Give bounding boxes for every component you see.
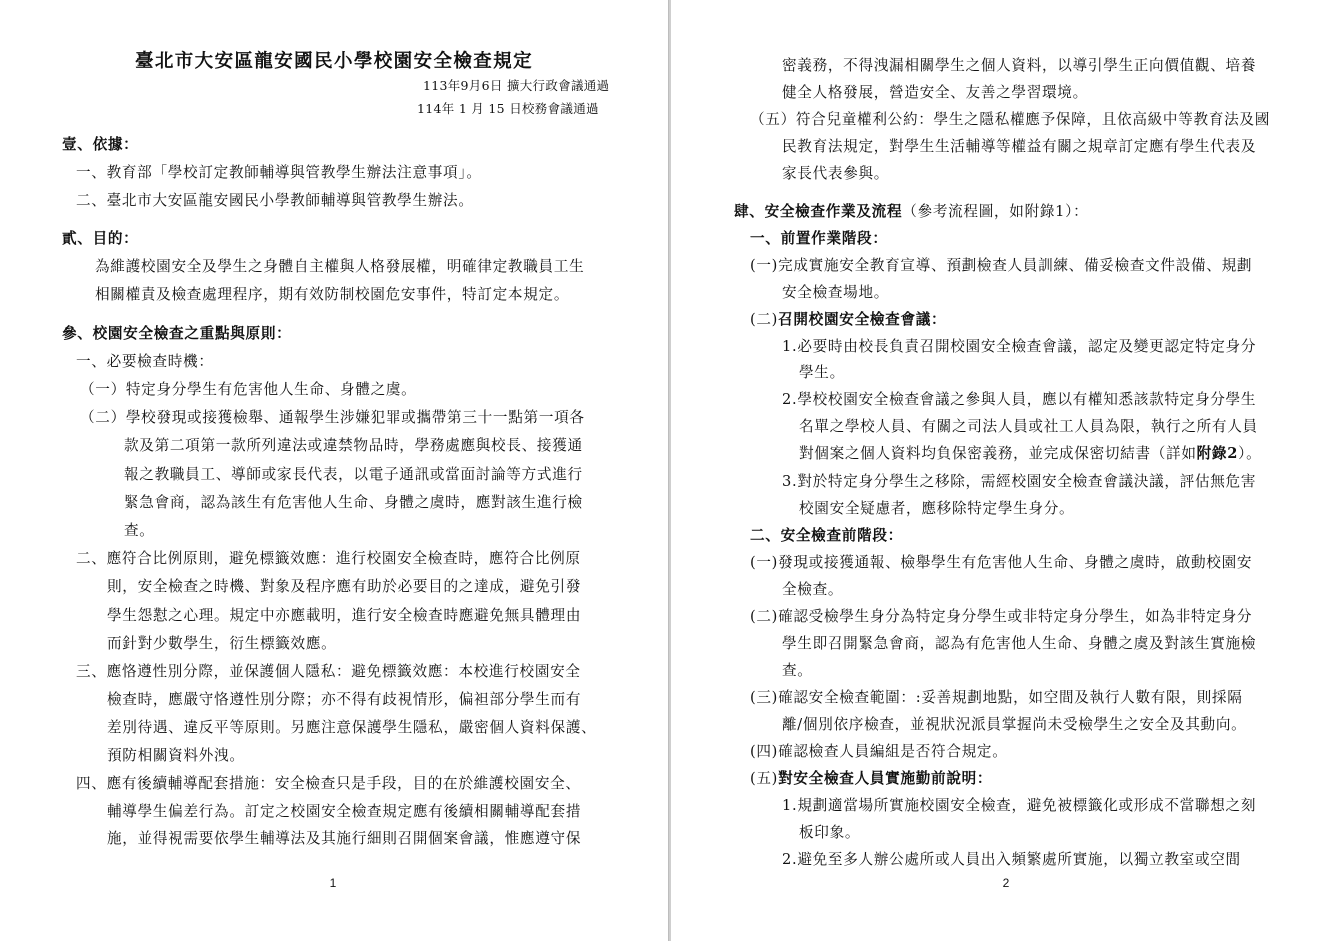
- text-line: 差別待遇、違反平等原則。另應注意保護學生隱私，嚴密個人資料保護、: [107, 719, 597, 736]
- item-heading: 召開校園安全檢查會議：: [778, 311, 947, 328]
- page-number: 2: [1002, 876, 1010, 890]
- subsection-heading: 一、前置作業階段：: [750, 230, 888, 247]
- text-line: 相關權責及檢查處理程序，期有效防制校園危安事件，特訂定本規定。: [95, 286, 570, 303]
- text-run: ）。: [1238, 445, 1262, 462]
- page-2: [671, 0, 1340, 941]
- section-heading: 參、校園安全檢查之重點與原則：: [62, 325, 292, 342]
- section-heading: 壹、依據：: [62, 136, 139, 153]
- text-line: (一)完成實施安全教育宣導、預劃檢查人員訓練、備妥檢查文件設備、規劃: [750, 257, 1253, 274]
- text-line: 施，並得視需要依學生輔導法及其施行細則召開個案會議，惟應遵守保: [107, 830, 582, 847]
- text-line: （五）符合兒童權利公約：學生之隱私權應予保障，且依高級中等教育法及國: [750, 111, 1270, 128]
- text-line: （一）特定身分學生有危害他人生命、身體之虞。: [80, 381, 417, 398]
- text-line: 檢查時，應嚴守恪遵性別分際；亦不得有歧視情形，偏袒部分學生而有: [107, 691, 582, 708]
- text-line: 3.對於特定身分學生之移除，需經校園安全檢查會議決議，評估無危害: [782, 473, 1257, 490]
- text-line: (四)確認檢查人員編組是否符合規定。: [750, 743, 1008, 760]
- text-line: 二、應符合比例原則，避免標籤效應：進行校園安全檢查時，應符合比例原: [76, 550, 581, 567]
- text-line: 2.學校校園安全檢查會議之參與人員，應以有權知悉該款特定身分學生: [782, 391, 1257, 408]
- text-line: 學生。: [799, 364, 845, 381]
- text-line: 家長代表參與。: [782, 165, 890, 182]
- text-line: 名單之學校人員、有關之司法人員或社工人員為限，執行之所有人員: [799, 418, 1258, 435]
- text-line: 緊急會商，認為該生有危害他人生命、身體之虞時，應對該生進行檢: [124, 494, 583, 511]
- text-line: 預防相關資料外洩。: [107, 747, 245, 764]
- text-line: 報之教職員工、導師或家長代表，以電子通訊或當面討論等方式進行: [124, 466, 583, 483]
- text-line: 四、應有後續輔導配套措施：安全檢查只是手段，目的在於維護校園安全、: [76, 775, 581, 792]
- text-line: 1.規劃適當場所實施校園安全檢查，避免被標籤化或形成不當聯想之刻: [782, 797, 1257, 814]
- text-line: 2.避免至多人辦公處所或人員出入頻繁處所實施，以獨立教室或空間: [782, 851, 1241, 868]
- text-line: [750, 769, 992, 789]
- text-line: 全檢查。: [782, 581, 844, 598]
- page-1: [0, 0, 668, 941]
- text-line: 1.必要時由校長負責召開校園安全檢查會議，認定及變更認定特定身分: [782, 338, 1257, 355]
- text-line: 離/個別依序檢查，並視狀況派員掌握尚未受檢學生之安全及其動向。: [782, 716, 1247, 733]
- text-line: (二)確認受檢學生身分為特定身分學生或非特定身分學生，如為非特定身分: [750, 608, 1253, 625]
- text-line: 健全人格發展，營造安全、友善之學習環境。: [782, 84, 1088, 101]
- text-line: 一、必要檢查時機：: [76, 353, 214, 370]
- text-line: 密義務，不得洩漏相關學生之個人資料，以導引學生正向價值觀、培養: [782, 57, 1257, 74]
- item-marker: (五): [750, 770, 779, 787]
- text-line: 輔導學生偏差行為。訂定之校園安全檢查規定應有後續相關輔導配套措: [107, 803, 582, 820]
- text-line: 學生即召開緊急會商，認為有危害他人生命、身體之虞及對該生實施檢: [782, 635, 1257, 652]
- section-heading-text: 肆、安全檢查作業及流程: [734, 203, 903, 220]
- text-line: (三)確認安全檢查範圍：:妥善規劃地點，如空間及執行人數有限，則採隔: [750, 689, 1243, 706]
- section-heading-note: （參考流程圖，如附錄1）：: [902, 203, 1089, 220]
- document-title: 臺北市大安區龍安國民小學校園安全檢查規定: [134, 51, 533, 72]
- text-line: （二）學校發現或接獲檢舉、通報學生涉嫌犯罪或攜帶第三十一點第一項各: [80, 409, 585, 426]
- text-line: (一)發現或接獲通報、檢舉學生有危害他人生命、身體之虞時，啟動校園安: [750, 554, 1253, 571]
- text-run: 安全檢查人員: [793, 770, 886, 787]
- page-number: 1: [329, 876, 337, 890]
- approval-date-1: 113年9月6日 擴大行政會議通過: [423, 78, 610, 93]
- text-line: 而針對少數學生，衍生標籤效應。: [107, 635, 337, 652]
- appendix-reference: 附錄2: [1196, 445, 1239, 462]
- text-line: 校園安全疑慮者，應移除特定學生身分。: [799, 500, 1075, 517]
- section-heading: [734, 202, 1088, 222]
- text-line: 查。: [124, 522, 155, 539]
- item-marker: (二): [750, 311, 779, 328]
- text-run: 對: [778, 770, 794, 787]
- text-line: [750, 310, 946, 330]
- approval-date-2: 114年 1 月 15 日校務會議通過: [417, 101, 599, 116]
- subsection-heading: 二、安全檢查前階段：: [750, 527, 903, 544]
- text-line: 安全檢查場地。: [782, 284, 890, 301]
- text-line: 款及第二項第一款所列違法或違禁物品時，學務處應與校長、接獲通: [124, 437, 583, 454]
- text-line: [799, 444, 1261, 464]
- text-run: 對個案之個人資料均負保密義務，並完成保密切結書（詳如: [799, 445, 1197, 462]
- text-line: 查。: [782, 662, 813, 679]
- text-line: 學生怨懟之心理。規定中亦應載明，進行安全檢查時應避免無具體理由: [107, 607, 582, 624]
- text-line: 民教育法規定，對學生生活輔導等權益有關之規章訂定應有學生代表及: [782, 138, 1257, 155]
- text-line: 板印象。: [799, 824, 861, 841]
- section-heading: 貳、目的：: [62, 230, 139, 247]
- text-line: 三、應恪遵性別分際，並保護個人隱私：避免標籤效應：本校進行校園安全: [76, 663, 581, 680]
- text-line: 一、教育部「學校訂定教師輔導與管教學生辦法注意事項」。: [76, 164, 482, 181]
- text-run: 實施勤前說明：: [885, 770, 993, 787]
- text-line: 則，安全檢查之時機、對象及程序應有助於必要目的之達成，避免引發: [107, 578, 582, 595]
- text-line: 為維護校園安全及學生之身體自主權與人格發展權，明確律定教職員工生: [95, 258, 585, 275]
- text-line: 二、臺北市大安區龍安國民小學教師輔導與管教學生辦法。: [76, 192, 474, 209]
